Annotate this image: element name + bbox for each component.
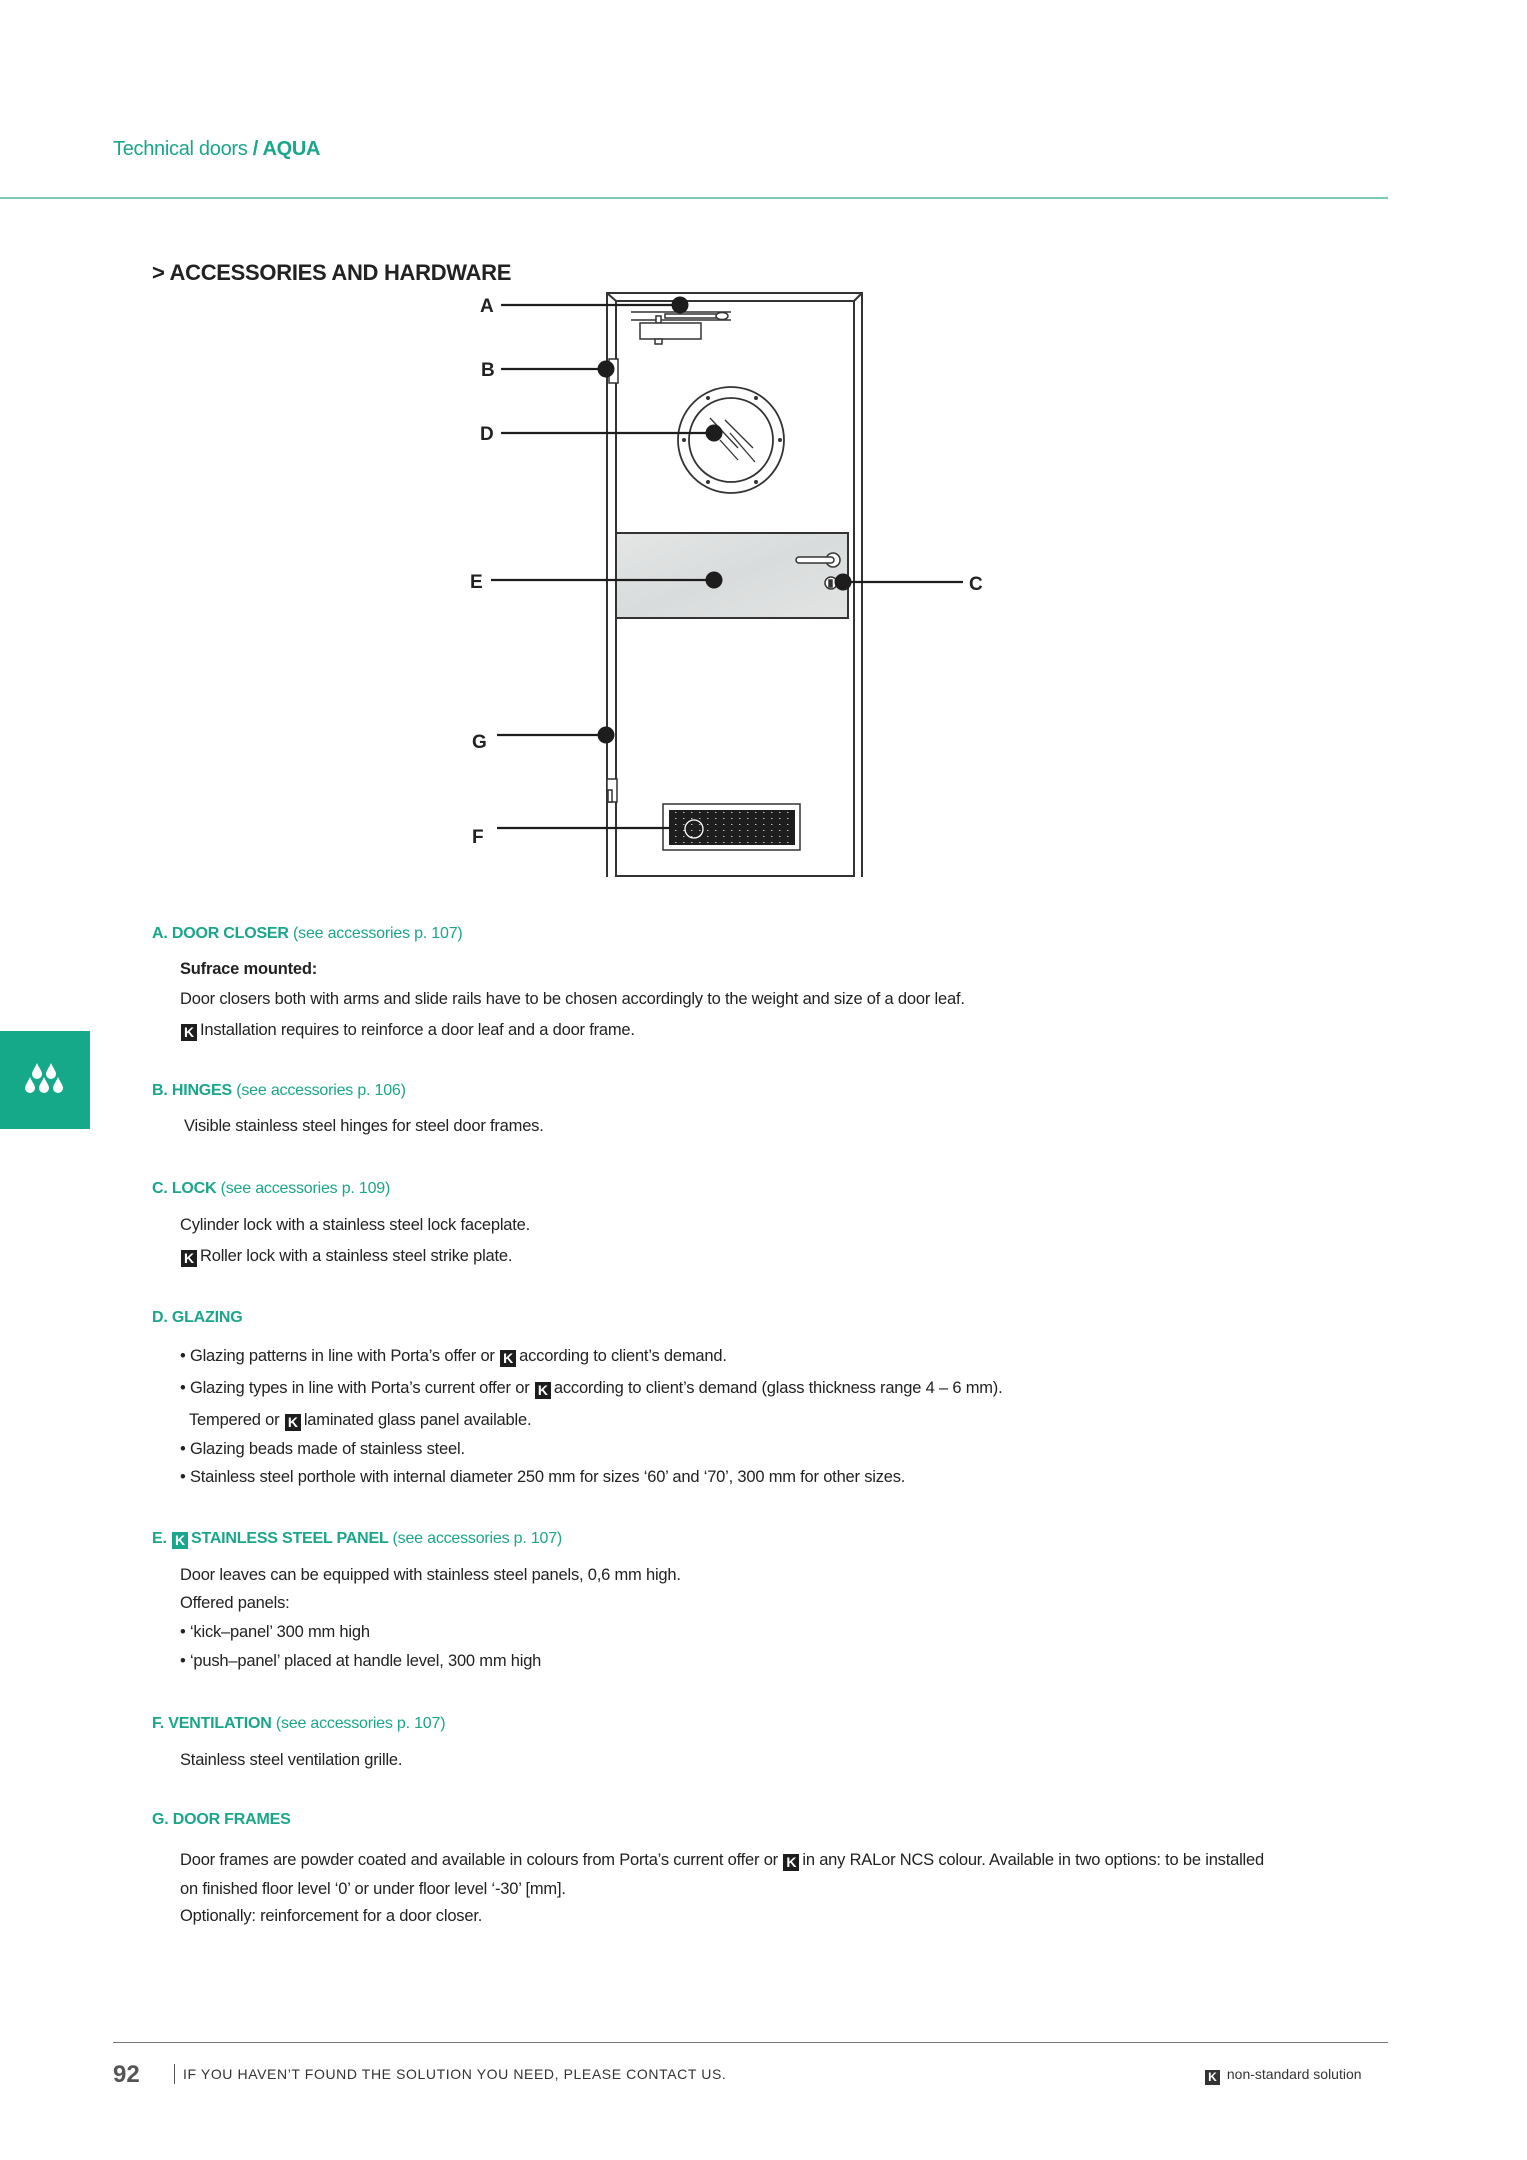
porthole-drawing (678, 387, 784, 493)
stainless-panel-drawing (616, 533, 848, 618)
accessories-reference: (see accessories p. 107) (275, 1715, 446, 1732)
water-drops-icon (25, 1061, 65, 1095)
lock-text: Cylinder lock with a stainless steel lock faceplate. (180, 1216, 531, 1234)
section-heading-lock: C. LOCK (see accessories p. 109) (152, 1180, 391, 1197)
section-heading-ventilation: F. VENTILATION (see accessories p. 107) (152, 1715, 446, 1732)
panel-item: • ‘push–panel’ placed at handle level, 300 mm high (180, 1652, 542, 1670)
hinges-text: Visible stainless steel hinges for steel door frames. (184, 1117, 544, 1135)
callout-dot-d (706, 425, 723, 442)
door-diagram (0, 0, 1527, 1000)
glazing-item: Tempered or K laminated glass panel available. (189, 1411, 532, 1430)
callout-dot-a (672, 297, 689, 314)
k-badge-icon: K (172, 1532, 188, 1549)
panel-item: • ‘kick–panel’ 300 mm high (180, 1623, 370, 1641)
k-badge-icon: K (1205, 2070, 1220, 2085)
panel-text: Door leaves can be equipped with stainless steel panels, 0,6 mm high. (180, 1566, 681, 1584)
callout-dot-b (598, 361, 615, 378)
callout-label-g: G (472, 732, 487, 753)
footer-contact-note: IF YOU HAVEN’T FOUND THE SOLUTION YOU NEED, PLEASE CONTACT US. (183, 2066, 727, 2082)
panel-text: Offered panels: (180, 1594, 290, 1612)
section-heading-door-closer: A. DOOR CLOSER (see accessories p. 107) (152, 925, 463, 942)
callout-dot-e (706, 572, 723, 589)
footer-divider (113, 2042, 1388, 2043)
page-number: 92 (113, 2061, 140, 2088)
door-closer-k-text: K Installation requires to reinforce a door leaf and a door frame. (180, 1021, 635, 1041)
callout-label-e: E (470, 572, 483, 593)
accessories-reference: (see accessories p. 107) (293, 925, 463, 942)
section-heading-glazing: D. GLAZING (152, 1309, 243, 1326)
section-heading-hinges: B. HINGES (see accessories p. 106) (152, 1082, 406, 1099)
callout-label-d: D (480, 424, 494, 445)
ventilation-text: Stainless steel ventilation grille. (180, 1751, 403, 1769)
callout-dot-c (835, 574, 852, 591)
callout-label-c: C (969, 574, 983, 595)
callout-label-b: B (481, 360, 495, 381)
callout-label-a: A (480, 296, 494, 317)
breadcrumb-section: Technical doors (113, 138, 248, 160)
k-badge-icon: K (181, 1024, 197, 1041)
callout-dot-g (598, 727, 615, 744)
door-frames-text: on finished floor level ‘0’ or under floor level ‘-30’ [mm]. (180, 1880, 566, 1898)
section-heading-stainless-panel: E. K STAINLESS STEEL PANEL (see accessories p. 107) (152, 1530, 563, 1548)
k-badge-icon: K (535, 1382, 551, 1399)
door-closer-text: Door closers both with arms and slide rails have to be chosen accordingly to the weight and size of a door leaf. (180, 990, 965, 1008)
footer-separator (174, 2064, 175, 2084)
door-frames-text: Optionally: reinforcement for a door closer. (180, 1907, 483, 1925)
accessories-reference: (see accessories p. 106) (236, 1082, 406, 1099)
accessories-reference: (see accessories p. 109) (220, 1180, 391, 1197)
glazing-item: • Glazing types in line with Porta’s current offer or K according to client’s demand (glass thickness range 4 – 6 mm). (180, 1379, 1003, 1398)
breadcrumb-separator: / (247, 138, 263, 160)
footer-legend (1204, 2066, 1362, 2085)
ventilation-grille-drawing (663, 804, 800, 850)
callout-label-f: F (472, 827, 484, 848)
side-tab (0, 1031, 90, 1129)
k-badge-icon: K (783, 1854, 799, 1871)
accessories-reference: (see accessories p. 107) (392, 1530, 563, 1547)
glazing-item: • Glazing patterns in line with Porta’s offer or K according to client’s demand. (180, 1347, 727, 1366)
k-badge-icon: K (500, 1350, 516, 1367)
lock-k-text: K Roller lock with a stainless steel strike plate. (180, 1247, 512, 1267)
breadcrumb-product: AQUA (262, 138, 321, 160)
k-badge-icon: K (285, 1414, 301, 1431)
door-closer-drawing (631, 312, 731, 344)
section-heading-door-frames: G. DOOR FRAMES (152, 1811, 291, 1828)
legend-text: non-standard solution (1226, 2066, 1362, 2082)
k-badge-icon: K (181, 1250, 197, 1267)
page-title: > ACCESSORIES AND HARDWARE (152, 260, 512, 285)
door-frames-text: Door frames are powder coated and available in colours from Porta’s current offer or K in any RALor NCS colour. Available in two options: to be installed (180, 1851, 1264, 1870)
glazing-item: • Stainless steel porthole with internal diameter 250 mm for sizes ‘60’ and ‘70’, 300 mm for other sizes. (180, 1468, 906, 1486)
glazing-item: • Glazing beads made of stainless steel. (180, 1440, 465, 1458)
door-closer-subtitle: Sufrace mounted: (180, 960, 318, 978)
